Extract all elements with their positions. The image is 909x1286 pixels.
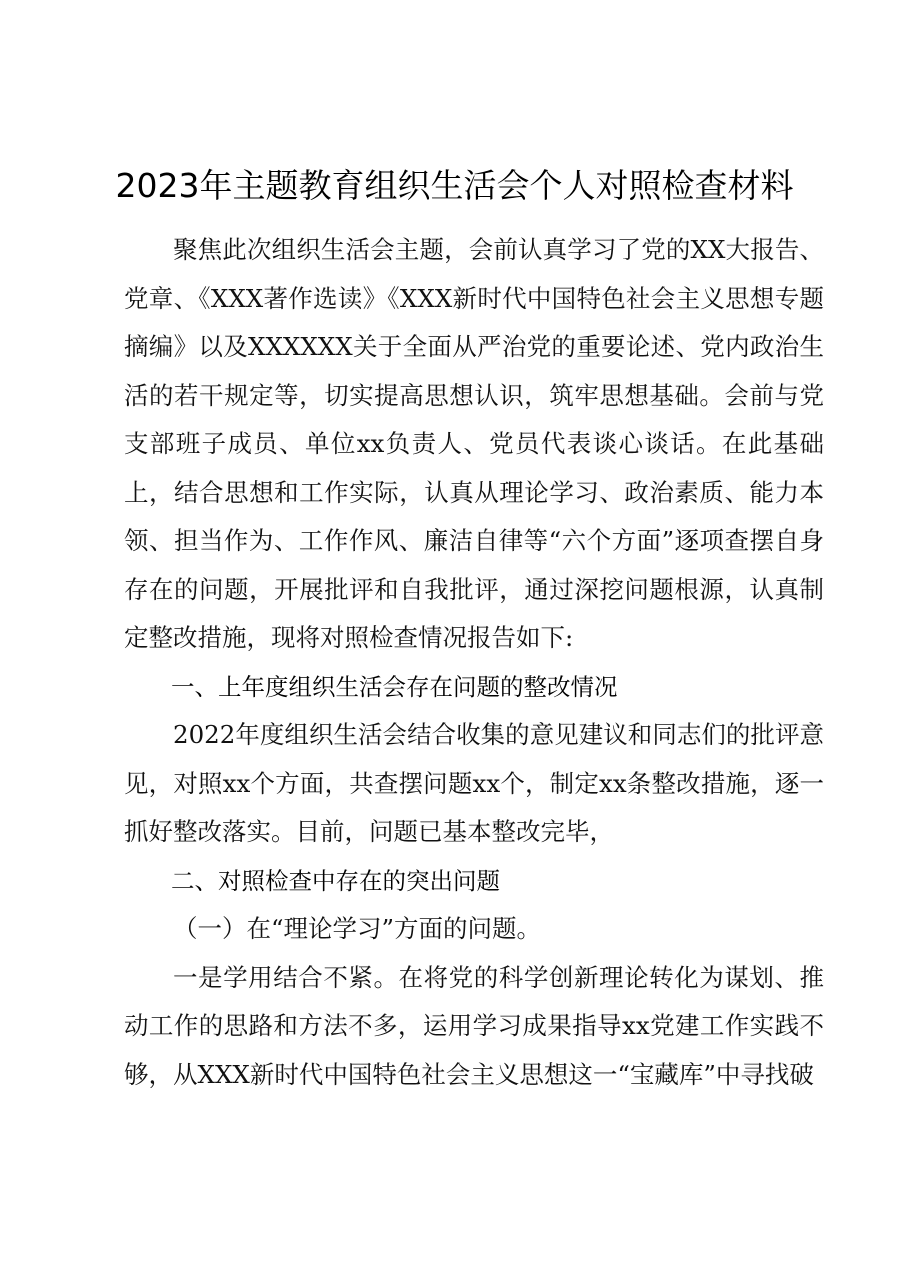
section-1-paragraph: 2022年度组织生活会结合收集的意见建议和同志们的批评意见，对照xx个方面，共查摆问题xx个，制定xx条整改措施，逐一抓好整改落实。目前，问题已基本整改完毕， <box>124 720 824 846</box>
section-heading-2: 二、对照检查中存在的突出问题 <box>171 866 500 895</box>
section-heading-1: 一、上年度组织生活会存在问题的整改情况 <box>171 672 618 701</box>
intro-paragraph: 聚焦此次组织生活会主题，会前认真学习了党的XX大报告、党章、《XXX著作选读》《XXX新时代中国特色社会主义思想专题摘编》以及XXXXXX关于全面从严治党的重要论述、党内政治生活的若干规定等，切实提高思想认识，筑牢思想基础。会前与党支部班子成员、单位xx负责人、党员代表谈心谈话。在此基础上，结合思想和工作实际，认真从理论学习、政治素质、能力本领、担当作为、工作作风、廉洁自律等“六个方面”逐项查摆自身存在的问题，开展批评和自我批评，通过深挖问题根源，认真制定整改措施，现将对照检查情况报告如下: <box>124 235 824 652</box>
subsection-1-paragraph: 一是学用结合不紧。在将党的科学创新理论转化为谋划、推动工作的思路和方法不多，运用学习成果指导xx党建工作实践不够，从XXX新时代中国特色社会主义思想这一“宝藏库”中寻找破 <box>124 962 824 1089</box>
document-body <box>124 226 824 1099</box>
document-title: 2023年主题教育组织生活会个人对照检查材料 <box>115 166 794 205</box>
subsection-heading-1: （一）在“理论学习”方面的问题。 <box>173 914 542 943</box>
